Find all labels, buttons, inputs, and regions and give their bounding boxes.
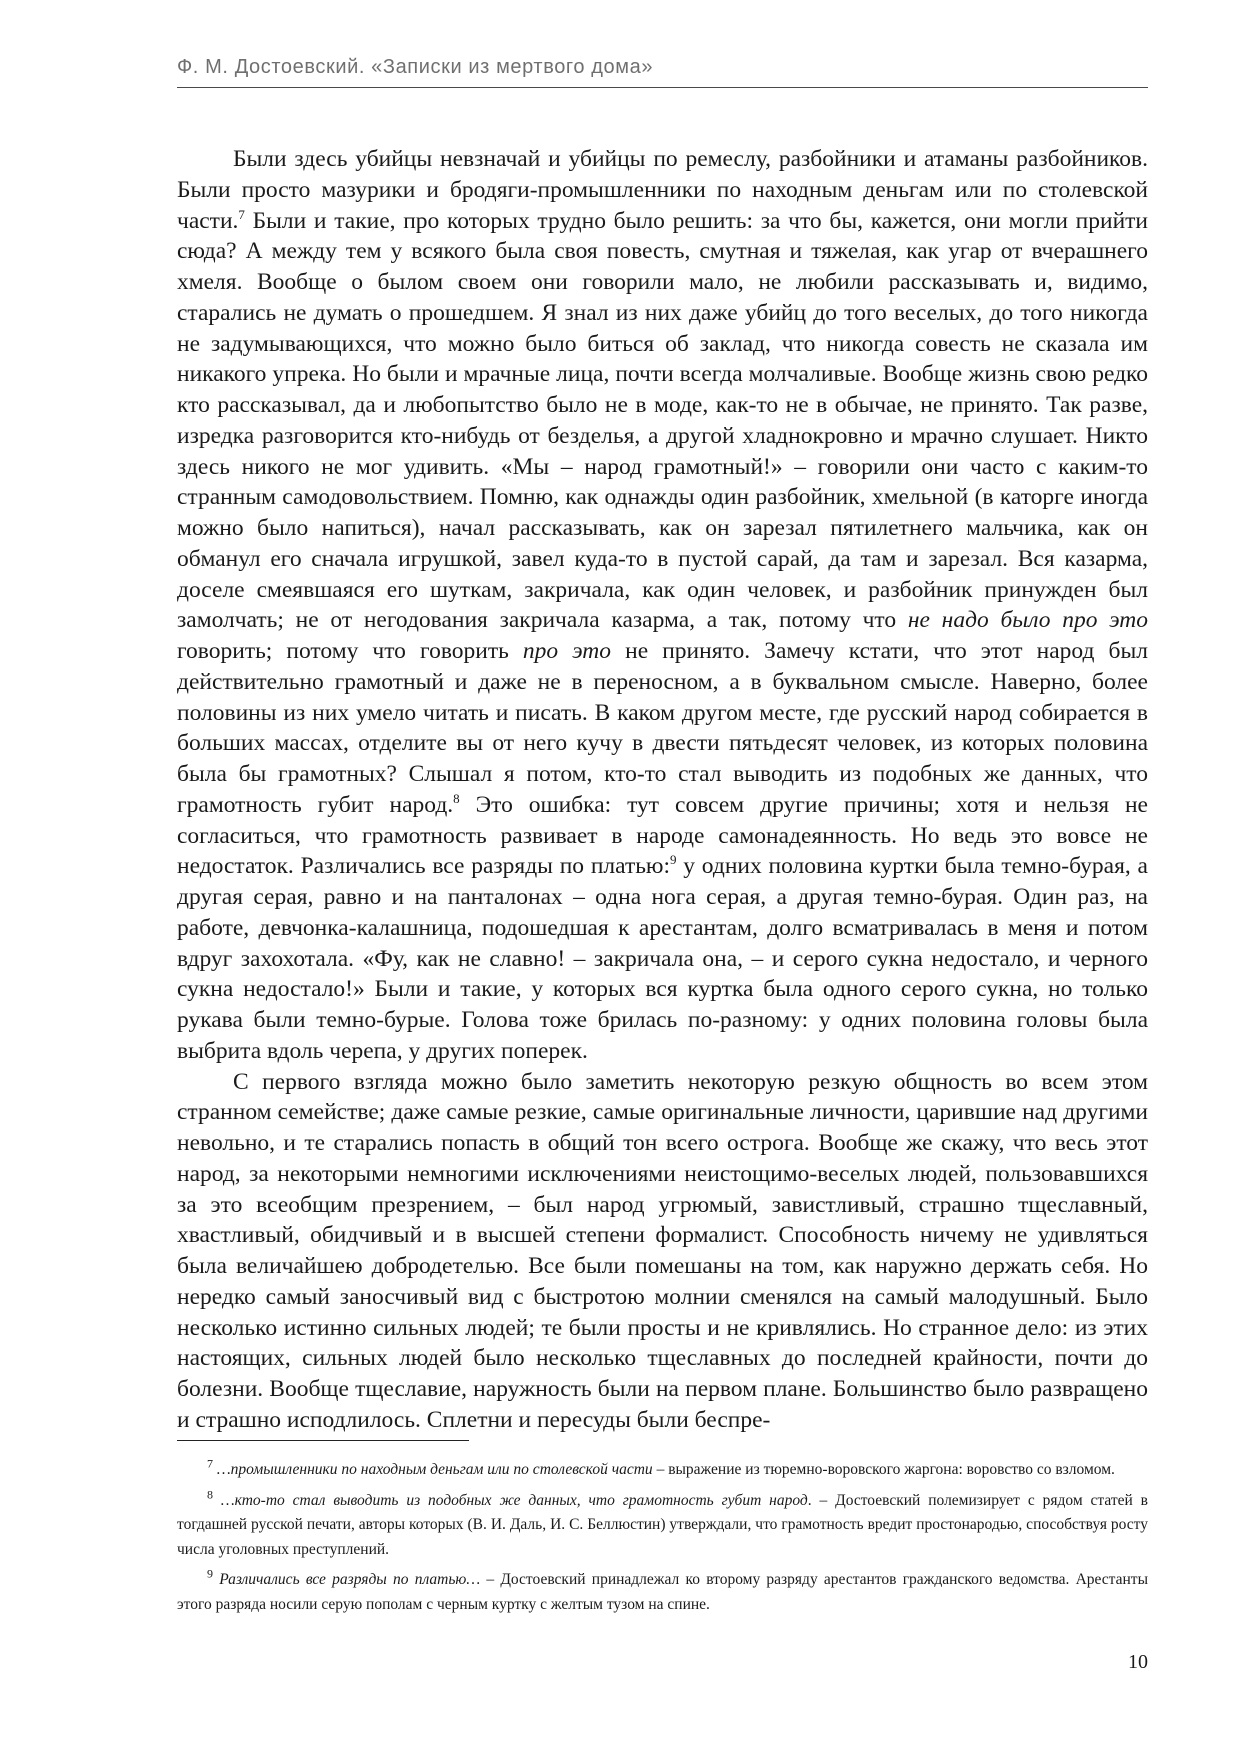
footnote-ref-7[interactable]: 7 — [238, 206, 245, 222]
footnote-number: 8 — [207, 1486, 213, 1501]
footnote-8 — [177, 1486, 1148, 1563]
footnote-text: – Достоевский принадлежал ко второму разряду арестантов гражданского ведомства. Арестанты этого разряда носили серую пополам с черным куртку с желтым тузом на спине. — [177, 1571, 1148, 1613]
p1-text-4: не принято. Замечу кстати, что этот народ был действительно грамотный и даже не в переносном, а в буквальном смысле. Наверно, более половины из них умело читать и писать. В каком другом месте, где русский народ собирается в больших массах, отделите вы от него кучу в двести пятьдесят человек, из которых половина была бы грамотных? Слышал я потом, кто-то стал выводить из подобных же данных, что грамотность губит народ. — [177, 638, 1148, 818]
footnote-rule — [177, 1440, 469, 1441]
p1-text-3: говорить; потому что говорить — [177, 638, 523, 664]
footnote-text: – выражение из тюремно-воровского жаргона: воровство со взломом. — [652, 1461, 1115, 1478]
p1-text-5: Это ошибка: тут совсем другие причины; хотя и нельзя не согласиться, что грамотность развивает в народе самонадеянность. Но ведь это вовсе не недостаток. Различались все разряды по платью: — [177, 791, 1148, 880]
footnotes — [177, 1458, 1148, 1623]
page-number: 10 — [1128, 1651, 1148, 1673]
footnote-number: 9 — [207, 1566, 213, 1581]
footnote-quote: …кто-то стал выводить из подобных же данных, что грамотность губит народ — [220, 1491, 808, 1509]
running-header: Ф. М. Достоевский. «Записки из мертвого дома» — [177, 56, 654, 78]
p1-text-6: у одних половина куртки была темно-бурая, а другая серая, равно и на панталонах – одна нога серая, а другая темно-бурая. Один раз, на работе, девчонка-калашница, подошедшая к арестантам, долго всматривалась в меня и потом вдруг захохотала. «Фу, как не славно! – закричала она, – и серого сукна недостало, и черного сукна недостало!» Были и такие, у которых вся куртка была одного серого сукна, но только рукава были темно-бурые. Голова тоже брилась по-разному: у одних половина головы была выбрита вдоль черепа, у других поперек. — [177, 853, 1148, 1064]
footnote-text: . – Достоевский полемизирует с рядом статей в тогдашней русской печати, авторы которых (В. И. Даль, И. С. Беллюстин) утверждали, что грамотность вредит простонародью, способствуя росту числа уголовных преступлений. — [177, 1491, 1148, 1558]
p1-italic-1: не надо было про это — [907, 607, 1148, 634]
paragraph-2: С первого взгляда можно было заметить некоторую резкую общность во всем этом странном семействе; даже самые резкие, самые оригинальные личности, царившие над другими невольно, и те старались попасть в общий тон всего острога. Вообще же скажу, что весь этот народ, за некоторыми немногими исключениями неистощимо-веселых людей, пользовавшихся за это всеобщим презрением, – был народ угрюмый, завистливый, страшно тщеславный, хвастливый, обидчивый и в высшей степени формалист. Способность ничему не удивляться была величайшею добродетелью. Все были помешаны на том, как наружно держать себя. Но нередко самый заносчивый вид с быстротою молнии сменялся на самый малодушный. Было несколько истинно сильных людей; те были просты и не кривлялись. Но странное дело: из этих настоящих, сильных людей было несколько тщеславных до последней крайности, почти до болезни. Вообще тщеславие, наружность были на первом плане. Большинство было развращено и страшно исподлилось. Сплетни и пересуды были беспре- — [177, 1068, 1148, 1433]
main-text — [177, 144, 1148, 1436]
p1-italic-2: про это — [522, 638, 612, 664]
footnote-9 — [177, 1568, 1148, 1617]
footnote-number: 7 — [207, 1456, 213, 1471]
footnote-quote: Различались все разряды по платью… — [219, 1571, 481, 1588]
header-rule — [177, 87, 1148, 88]
paragraph-1 — [177, 144, 1148, 1067]
footnote-ref-9[interactable]: 9 — [670, 852, 677, 868]
p1-text-2: Были и такие, про которых трудно было решить: за что бы, кажется, они могли прийти сюда? А между тем у всякого была своя повесть, смутная и тяжелая, как угар от вчерашнего хмеля. Вообще о былом своем они говорили мало, не любили рассказывать и, видимо, старались не думать о прошедшем. Я знал из них даже убийц до того веселых, до того никогда не задумывающихся, что можно было биться об заклад, что никогда совесть не сказала им никакого упрека. Но были и мрачные лица, почти всегда молчаливые. Вообще жизнь свою редко кто рассказывал, да и любопытство было не в моде, как-то не в обычае, не принято. Так разве, изредка разговорится кто-нибудь от безделья, а другой хладнокровно и мрачно слушает. Никто здесь никого не мог удивить. «Мы – народ грамотный!» – говорили они часто с каким-то странным самодовольствием. Помню, как однажды один разбойник, хмельной (в каторге иногда можно было напиться), начал рассказывать, как он зарезал пятилетнего мальчика, как он обманул его сначала игрушкой, завел куда-то в пустой сарай, да там и зарезал. Вся казарма, доселе смеявшаяся его шуткам, закричала, как один человек, и разбойник принужден был замолчать; не от негодования закричала казарма, а так, потому что — [177, 207, 1148, 634]
p1-text-1: Были здесь убийцы невзначай и убийцы по ремеслу, разбойники и атаманы разбойников. Были просто мазурики и бродяги-промышленники по находным деньгам или по столевской части. — [177, 146, 1148, 234]
footnote-7 — [177, 1458, 1148, 1483]
footnote-ref-8[interactable]: 8 — [453, 790, 460, 806]
footnote-quote: …промышленники по находным деньгам или по столевской части — [216, 1461, 653, 1478]
